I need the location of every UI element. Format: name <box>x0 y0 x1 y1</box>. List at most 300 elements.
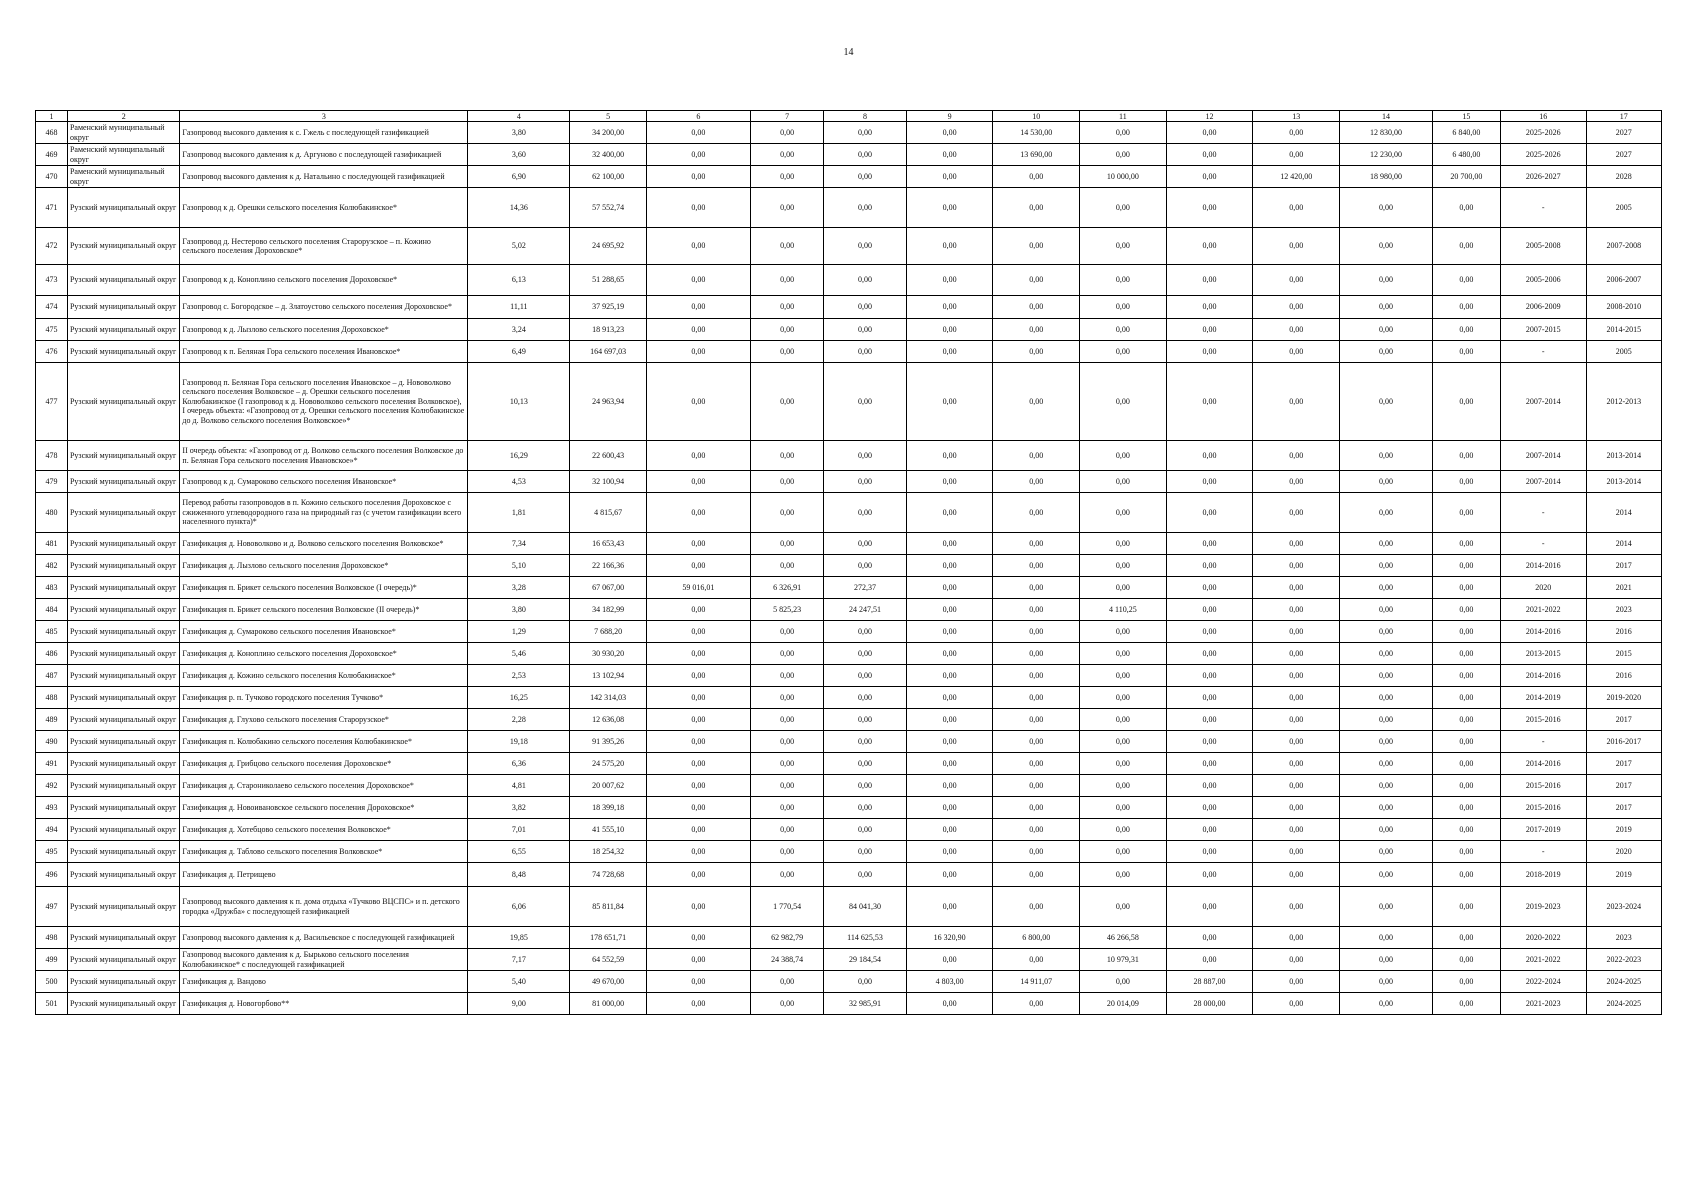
cell-col9: 0,00 <box>906 709 993 731</box>
table-row <box>36 122 1662 144</box>
cell-col14: 0,00 <box>1340 887 1433 927</box>
cell-length: 3,28 <box>468 577 570 599</box>
cell-col9: 0,00 <box>906 887 993 927</box>
cell-col10: 0,00 <box>993 363 1080 441</box>
cell-col13: 0,00 <box>1253 643 1340 665</box>
cell-col8: 0,00 <box>824 687 907 709</box>
cell-number: 473 <box>36 265 68 296</box>
cell-col13: 0,00 <box>1253 228 1340 265</box>
cell-col9: 0,00 <box>906 621 993 643</box>
cell-col15: 0,00 <box>1432 841 1500 863</box>
cell-col6: 0,00 <box>646 621 750 643</box>
cell-commissioning: 2024-2025 <box>1586 971 1661 993</box>
cell-col7: 0,00 <box>750 753 823 775</box>
cell-length: 7,34 <box>468 533 570 555</box>
cell-number: 499 <box>36 949 68 971</box>
cell-object-name: Газопровод д. Нестерово сельского поселения Старорузское – п. Кожино сельского поселения Дороховское* <box>180 228 468 265</box>
cell-design-period: 2014-2016 <box>1500 753 1586 775</box>
cell-col13: 0,00 <box>1253 887 1340 927</box>
cell-length: 3,82 <box>468 797 570 819</box>
cell-col9: 0,00 <box>906 533 993 555</box>
cell-municipality: Рузский муниципальный округ <box>67 887 179 927</box>
cell-col15: 0,00 <box>1432 341 1500 363</box>
cell-length: 8,48 <box>468 863 570 887</box>
cell-col8: 0,00 <box>824 797 907 819</box>
cell-col14: 0,00 <box>1340 555 1433 577</box>
cell-municipality: Рузский муниципальный округ <box>67 441 179 471</box>
table-row <box>36 144 1662 166</box>
cell-number: 486 <box>36 643 68 665</box>
cell-col13: 12 420,00 <box>1253 166 1340 188</box>
cell-col14: 0,00 <box>1340 621 1433 643</box>
cell-col11: 0,00 <box>1080 797 1167 819</box>
cell-total-cost: 4 815,67 <box>570 493 646 533</box>
cell-col8: 32 985,91 <box>824 993 907 1015</box>
table-row <box>36 319 1662 341</box>
cell-col8: 0,00 <box>824 863 907 887</box>
cell-length: 2,53 <box>468 665 570 687</box>
column-header: 2 <box>67 111 179 122</box>
cell-length: 1,29 <box>468 621 570 643</box>
cell-col7: 0,00 <box>750 971 823 993</box>
cell-col14: 12 230,00 <box>1340 144 1433 166</box>
cell-col13: 0,00 <box>1253 319 1340 341</box>
cell-col11: 0,00 <box>1080 441 1167 471</box>
cell-col10: 0,00 <box>993 228 1080 265</box>
cell-col7: 0,00 <box>750 341 823 363</box>
cell-number: 484 <box>36 599 68 621</box>
cell-col14: 0,00 <box>1340 296 1433 319</box>
cell-col10: 0,00 <box>993 731 1080 753</box>
cell-col9: 0,00 <box>906 493 993 533</box>
cell-col12: 0,00 <box>1166 819 1253 841</box>
cell-col6: 0,00 <box>646 971 750 993</box>
column-header: 11 <box>1080 111 1167 122</box>
cell-col11: 0,00 <box>1080 577 1167 599</box>
cell-design-period: 2022-2024 <box>1500 971 1586 993</box>
cell-total-cost: 7 688,20 <box>570 621 646 643</box>
cell-col8: 0,00 <box>824 341 907 363</box>
table-row <box>36 599 1662 621</box>
cell-length: 9,00 <box>468 993 570 1015</box>
cell-col15: 6 480,00 <box>1432 144 1500 166</box>
cell-col13: 0,00 <box>1253 841 1340 863</box>
cell-design-period: 2015-2016 <box>1500 797 1586 819</box>
column-header: 9 <box>906 111 993 122</box>
column-header: 15 <box>1432 111 1500 122</box>
cell-col9: 0,00 <box>906 144 993 166</box>
cell-object-name: Газопровод к п. Беляная Гора сельского поселения Ивановское* <box>180 341 468 363</box>
cell-col6: 0,00 <box>646 863 750 887</box>
cell-col14: 18 980,00 <box>1340 166 1433 188</box>
cell-col9: 0,00 <box>906 993 993 1015</box>
table-row <box>36 166 1662 188</box>
cell-object-name: Газификация д. Сумароково сельского поселения Ивановское* <box>180 621 468 643</box>
cell-number: 479 <box>36 471 68 493</box>
cell-col14: 0,00 <box>1340 228 1433 265</box>
cell-design-period: 2021-2023 <box>1500 993 1586 1015</box>
cell-col10: 0,00 <box>993 993 1080 1015</box>
cell-col7: 0,00 <box>750 709 823 731</box>
cell-col14: 0,00 <box>1340 533 1433 555</box>
cell-col10: 0,00 <box>993 533 1080 555</box>
cell-object-name: Газификация д. Хотебцово сельского поселения Волковское* <box>180 819 468 841</box>
cell-col12: 0,00 <box>1166 577 1253 599</box>
table-row <box>36 341 1662 363</box>
cell-object-name: Газификация п. Брикет сельского поселения Волковское (II очередь)* <box>180 599 468 621</box>
cell-length: 5,46 <box>468 643 570 665</box>
cell-col15: 0,00 <box>1432 775 1500 797</box>
cell-col15: 0,00 <box>1432 665 1500 687</box>
header-row <box>36 111 1662 122</box>
table-row <box>36 577 1662 599</box>
cell-col9: 0,00 <box>906 949 993 971</box>
cell-col7: 0,00 <box>750 643 823 665</box>
cell-col14: 0,00 <box>1340 643 1433 665</box>
cell-object-name: Газификация д. Новогорбово** <box>180 993 468 1015</box>
cell-col14: 0,00 <box>1340 709 1433 731</box>
cell-col11: 0,00 <box>1080 493 1167 533</box>
cell-col14: 0,00 <box>1340 441 1433 471</box>
table-row <box>36 643 1662 665</box>
cell-col12: 0,00 <box>1166 122 1253 144</box>
cell-design-period: 2020 <box>1500 577 1586 599</box>
cell-municipality: Рузский муниципальный округ <box>67 971 179 993</box>
table-row <box>36 533 1662 555</box>
cell-total-cost: 32 400,00 <box>570 144 646 166</box>
cell-col11: 0,00 <box>1080 296 1167 319</box>
cell-col8: 0,00 <box>824 971 907 993</box>
cell-col10: 14 911,07 <box>993 971 1080 993</box>
cell-col8: 0,00 <box>824 621 907 643</box>
cell-col14: 0,00 <box>1340 363 1433 441</box>
cell-length: 5,02 <box>468 228 570 265</box>
cell-col7: 6 326,91 <box>750 577 823 599</box>
cell-length: 6,06 <box>468 887 570 927</box>
cell-col9: 0,00 <box>906 265 993 296</box>
cell-total-cost: 164 697,03 <box>570 341 646 363</box>
cell-col8: 0,00 <box>824 819 907 841</box>
cell-col15: 0,00 <box>1432 441 1500 471</box>
cell-col11: 0,00 <box>1080 753 1167 775</box>
cell-municipality: Рузский муниципальный округ <box>67 555 179 577</box>
cell-design-period: 2006-2009 <box>1500 296 1586 319</box>
cell-col12: 0,00 <box>1166 665 1253 687</box>
cell-col9: 0,00 <box>906 797 993 819</box>
cell-col7: 62 982,79 <box>750 927 823 949</box>
cell-col15: 6 840,00 <box>1432 122 1500 144</box>
cell-total-cost: 22 600,43 <box>570 441 646 471</box>
cell-number: 471 <box>36 188 68 228</box>
cell-length: 5,40 <box>468 971 570 993</box>
cell-municipality: Рузский муниципальный округ <box>67 797 179 819</box>
cell-col15: 0,00 <box>1432 577 1500 599</box>
cell-municipality: Рузский муниципальный округ <box>67 949 179 971</box>
cell-col15: 0,00 <box>1432 265 1500 296</box>
cell-municipality: Рузский муниципальный округ <box>67 709 179 731</box>
cell-col6: 0,00 <box>646 949 750 971</box>
cell-col9: 0,00 <box>906 819 993 841</box>
cell-col10: 0,00 <box>993 841 1080 863</box>
cell-col12: 0,00 <box>1166 166 1253 188</box>
cell-total-cost: 18 399,18 <box>570 797 646 819</box>
cell-col8: 0,00 <box>824 228 907 265</box>
cell-municipality: Раменский муниципальный округ <box>67 144 179 166</box>
cell-col6: 0,00 <box>646 341 750 363</box>
cell-col7: 0,00 <box>750 493 823 533</box>
cell-col8: 0,00 <box>824 265 907 296</box>
cell-col6: 0,00 <box>646 555 750 577</box>
cell-col8: 0,00 <box>824 709 907 731</box>
cell-number: 491 <box>36 753 68 775</box>
column-header: 7 <box>750 111 823 122</box>
cell-col11: 0,00 <box>1080 341 1167 363</box>
cell-col6: 59 016,01 <box>646 577 750 599</box>
cell-total-cost: 18 254,32 <box>570 841 646 863</box>
cell-total-cost: 24 695,92 <box>570 228 646 265</box>
table-row <box>36 188 1662 228</box>
cell-col12: 0,00 <box>1166 471 1253 493</box>
cell-col14: 0,00 <box>1340 993 1433 1015</box>
cell-col9: 0,00 <box>906 319 993 341</box>
cell-col11: 0,00 <box>1080 709 1167 731</box>
cell-col6: 0,00 <box>646 228 750 265</box>
table-row <box>36 296 1662 319</box>
cell-object-name: Газопровод к д. Орешки сельского поселения Колюбакинское* <box>180 188 468 228</box>
cell-col10: 14 530,00 <box>993 122 1080 144</box>
cell-length: 7,17 <box>468 949 570 971</box>
cell-commissioning: 2006-2007 <box>1586 265 1661 296</box>
cell-commissioning: 2007-2008 <box>1586 228 1661 265</box>
cell-design-period: - <box>1500 493 1586 533</box>
cell-number: 501 <box>36 993 68 1015</box>
table-row <box>36 621 1662 643</box>
cell-total-cost: 62 100,00 <box>570 166 646 188</box>
cell-col7: 0,00 <box>750 122 823 144</box>
cell-commissioning: 2012-2013 <box>1586 363 1661 441</box>
cell-col6: 0,00 <box>646 166 750 188</box>
cell-design-period: 2014-2019 <box>1500 687 1586 709</box>
column-header: 14 <box>1340 111 1433 122</box>
cell-number: 476 <box>36 341 68 363</box>
cell-commissioning: 2020 <box>1586 841 1661 863</box>
cell-col13: 0,00 <box>1253 188 1340 228</box>
cell-col7: 0,00 <box>750 797 823 819</box>
cell-col9: 4 803,00 <box>906 971 993 993</box>
cell-col13: 0,00 <box>1253 441 1340 471</box>
table-row <box>36 887 1662 927</box>
column-header: 13 <box>1253 111 1340 122</box>
cell-col8: 0,00 <box>824 296 907 319</box>
cell-col10: 0,00 <box>993 819 1080 841</box>
cell-col10: 0,00 <box>993 949 1080 971</box>
cell-commissioning: 2017 <box>1586 775 1661 797</box>
cell-col14: 0,00 <box>1340 841 1433 863</box>
cell-col14: 0,00 <box>1340 493 1433 533</box>
cell-design-period: 2021-2022 <box>1500 599 1586 621</box>
cell-col7: 0,00 <box>750 319 823 341</box>
cell-col13: 0,00 <box>1253 971 1340 993</box>
cell-col7: 0,00 <box>750 265 823 296</box>
cell-commissioning: 2005 <box>1586 188 1661 228</box>
cell-col15: 0,00 <box>1432 863 1500 887</box>
cell-length: 7,01 <box>468 819 570 841</box>
cell-commissioning: 2016-2017 <box>1586 731 1661 753</box>
cell-col7: 0,00 <box>750 471 823 493</box>
cell-col8: 0,00 <box>824 122 907 144</box>
cell-col6: 0,00 <box>646 753 750 775</box>
cell-col10: 0,00 <box>993 441 1080 471</box>
cell-col11: 0,00 <box>1080 122 1167 144</box>
cell-col11: 0,00 <box>1080 555 1167 577</box>
cell-col14: 0,00 <box>1340 753 1433 775</box>
cell-design-period: 2018-2019 <box>1500 863 1586 887</box>
cell-col13: 0,00 <box>1253 621 1340 643</box>
cell-col15: 0,00 <box>1432 296 1500 319</box>
cell-number: 485 <box>36 621 68 643</box>
cell-col8: 0,00 <box>824 533 907 555</box>
cell-col12: 0,00 <box>1166 599 1253 621</box>
cell-col12: 0,00 <box>1166 319 1253 341</box>
cell-col12: 28 000,00 <box>1166 993 1253 1015</box>
cell-commissioning: 2013-2014 <box>1586 441 1661 471</box>
cell-number: 482 <box>36 555 68 577</box>
cell-length: 2,28 <box>468 709 570 731</box>
cell-municipality: Рузский муниципальный округ <box>67 775 179 797</box>
cell-municipality: Рузский муниципальный округ <box>67 643 179 665</box>
cell-object-name: Газопровод высокого давления к д. Натальино с последующей газификацией <box>180 166 468 188</box>
cell-col10: 0,00 <box>993 319 1080 341</box>
cell-municipality: Рузский муниципальный округ <box>67 228 179 265</box>
cell-col13: 0,00 <box>1253 927 1340 949</box>
cell-col13: 0,00 <box>1253 341 1340 363</box>
cell-col10: 0,00 <box>993 887 1080 927</box>
cell-total-cost: 30 930,20 <box>570 643 646 665</box>
cell-municipality: Рузский муниципальный округ <box>67 296 179 319</box>
cell-col11: 0,00 <box>1080 533 1167 555</box>
cell-col10: 0,00 <box>993 555 1080 577</box>
cell-col12: 0,00 <box>1166 863 1253 887</box>
cell-col12: 0,00 <box>1166 493 1253 533</box>
cell-number: 480 <box>36 493 68 533</box>
cell-commissioning: 2023 <box>1586 599 1661 621</box>
cell-total-cost: 91 395,26 <box>570 731 646 753</box>
cell-col14: 0,00 <box>1340 577 1433 599</box>
table-row <box>36 731 1662 753</box>
cell-col15: 0,00 <box>1432 188 1500 228</box>
cell-col14: 0,00 <box>1340 665 1433 687</box>
table-row <box>36 665 1662 687</box>
cell-col7: 0,00 <box>750 228 823 265</box>
cell-municipality: Рузский муниципальный округ <box>67 319 179 341</box>
cell-col11: 0,00 <box>1080 863 1167 887</box>
cell-col7: 0,00 <box>750 993 823 1015</box>
cell-col12: 0,00 <box>1166 188 1253 228</box>
cell-number: 468 <box>36 122 68 144</box>
cell-col6: 0,00 <box>646 599 750 621</box>
cell-col15: 0,00 <box>1432 493 1500 533</box>
cell-total-cost: 20 007,62 <box>570 775 646 797</box>
cell-col12: 0,00 <box>1166 228 1253 265</box>
cell-object-name: Газификация д. Коноплино сельского поселения Дороховское* <box>180 643 468 665</box>
cell-design-period: 2014-2016 <box>1500 555 1586 577</box>
column-header: 17 <box>1586 111 1661 122</box>
cell-commissioning: 2019-2020 <box>1586 687 1661 709</box>
table-row <box>36 687 1662 709</box>
cell-col12: 0,00 <box>1166 753 1253 775</box>
column-header: 10 <box>993 111 1080 122</box>
cell-col15: 0,00 <box>1432 797 1500 819</box>
cell-col8: 0,00 <box>824 363 907 441</box>
cell-col14: 0,00 <box>1340 971 1433 993</box>
cell-length: 3,80 <box>468 122 570 144</box>
cell-municipality: Рузский муниципальный округ <box>67 265 179 296</box>
cell-commissioning: 2022-2023 <box>1586 949 1661 971</box>
cell-col13: 0,00 <box>1253 471 1340 493</box>
cell-total-cost: 34 200,00 <box>570 122 646 144</box>
cell-col8: 0,00 <box>824 665 907 687</box>
cell-col15: 0,00 <box>1432 643 1500 665</box>
cell-number: 497 <box>36 887 68 927</box>
cell-col10: 0,00 <box>993 188 1080 228</box>
cell-col7: 1 770,54 <box>750 887 823 927</box>
cell-col10: 0,00 <box>993 341 1080 363</box>
cell-municipality: Рузский муниципальный округ <box>67 819 179 841</box>
cell-col13: 0,00 <box>1253 753 1340 775</box>
cell-col14: 0,00 <box>1340 797 1433 819</box>
cell-number: 472 <box>36 228 68 265</box>
cell-col9: 0,00 <box>906 341 993 363</box>
cell-col12: 0,00 <box>1166 643 1253 665</box>
cell-col6: 0,00 <box>646 296 750 319</box>
cell-col13: 0,00 <box>1253 819 1340 841</box>
cell-total-cost: 16 653,43 <box>570 533 646 555</box>
cell-col11: 0,00 <box>1080 775 1167 797</box>
cell-municipality: Рузский муниципальный округ <box>67 621 179 643</box>
cell-col10: 0,00 <box>993 753 1080 775</box>
cell-object-name: Газификация д. Таблово сельского поселения Волковское* <box>180 841 468 863</box>
cell-col10: 0,00 <box>993 471 1080 493</box>
cell-col10: 6 800,00 <box>993 927 1080 949</box>
cell-object-name: Газификация д. Грибцово сельского поселения Дороховское* <box>180 753 468 775</box>
cell-col11: 0,00 <box>1080 687 1167 709</box>
cell-object-name: Газопровод к д. Коноплино сельского поселения Дороховское* <box>180 265 468 296</box>
cell-object-name: Газопровод к д. Сумароково сельского поселения Ивановское* <box>180 471 468 493</box>
cell-col15: 0,00 <box>1432 533 1500 555</box>
cell-col7: 24 388,74 <box>750 949 823 971</box>
cell-col7: 0,00 <box>750 687 823 709</box>
column-header: 8 <box>824 111 907 122</box>
cell-col6: 0,00 <box>646 665 750 687</box>
cell-col14: 0,00 <box>1340 731 1433 753</box>
cell-commissioning: 2008-2010 <box>1586 296 1661 319</box>
cell-object-name: Газопровод высокого давления к д. Васильевское с последующей газификацией <box>180 927 468 949</box>
cell-col8: 0,00 <box>824 775 907 797</box>
cell-col11: 0,00 <box>1080 887 1167 927</box>
cell-total-cost: 67 067,00 <box>570 577 646 599</box>
cell-col12: 0,00 <box>1166 797 1253 819</box>
cell-col14: 0,00 <box>1340 863 1433 887</box>
cell-number: 477 <box>36 363 68 441</box>
cell-total-cost: 51 288,65 <box>570 265 646 296</box>
cell-number: 490 <box>36 731 68 753</box>
table-row <box>36 228 1662 265</box>
table-row <box>36 555 1662 577</box>
cell-col6: 0,00 <box>646 819 750 841</box>
cell-col8: 24 247,51 <box>824 599 907 621</box>
cell-number: 495 <box>36 841 68 863</box>
cell-col10: 0,00 <box>993 775 1080 797</box>
